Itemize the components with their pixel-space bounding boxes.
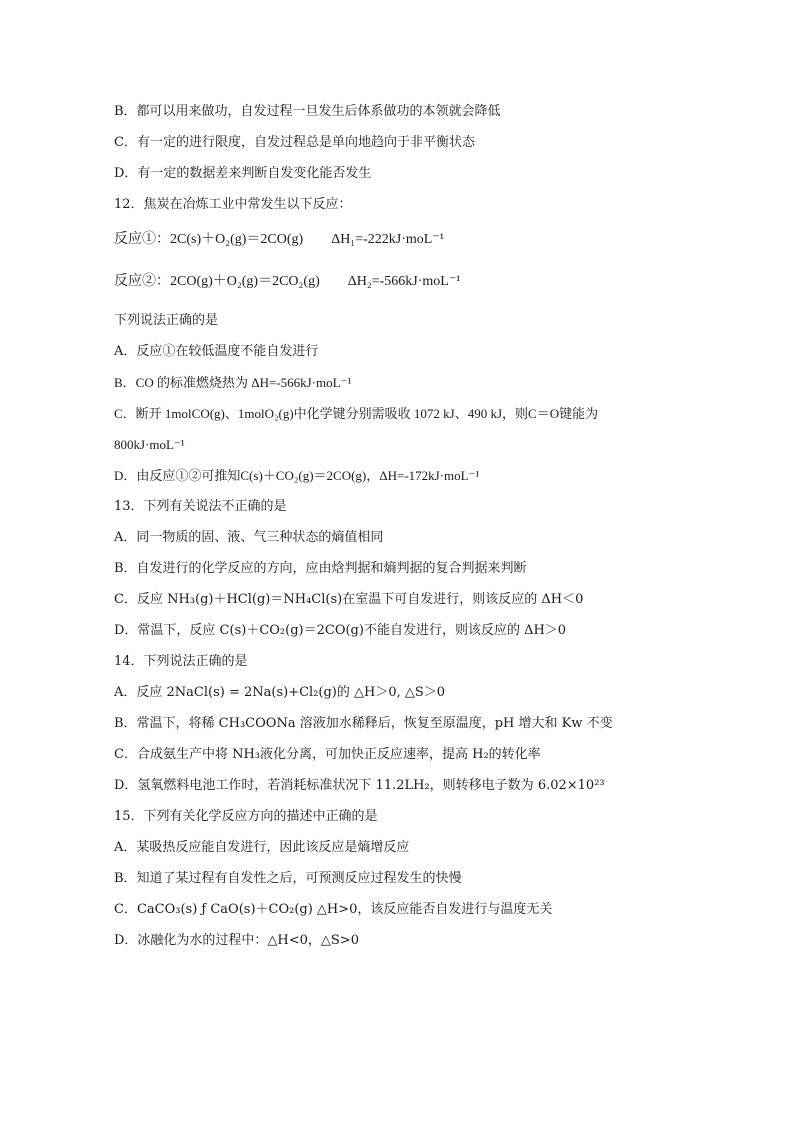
option-13d: D．常温下，反应 C(s)＋CO₂(g)＝2CO(g)不能自发进行，则该反应的 ΔH＞0 [114,623,567,638]
option-15b: B．知道了某过程有自发性之后，可预测反应过程发生的快慢 [114,871,462,886]
option-15c: C．CaCO₃(s) ƒ CaO(s)＋CO₂(g) △H>0，该反应能否自发进行与温度无关 [114,902,553,917]
question-12-prompt: 下列说法正确的是 [114,313,219,328]
question-15: 15．下列有关化学反应方向的描述中正确的是 [114,809,378,824]
option-13b: B．自发进行的化学反应的方向，应由焓判据和熵判据的复合判据来判断 [114,561,527,576]
option-14c: C．合成氨生产中将 NH₃液化分离，可加快正反应速率，提高 H₂的转化率 [114,747,541,762]
option-15d: D．冰融化为水的过程中：△H<0，△S>0 [114,933,359,948]
option-15a: A．某吸热反应能自发进行，因此该反应是熵增反应 [114,840,410,855]
option-14a: A．反应 2NaCl(s) = 2Na(s)+Cl₂(g)的 △H＞0, △S＞0 [114,685,446,700]
reaction-2: 反应②：2CO(g)＋O₂(g)＝2CO₂(g) ΔH₂=-566kJ·moL⁻¹ [114,274,461,289]
option-12c-continued: 800kJ·moL⁻¹ [114,437,185,452]
option-13c: C．反应 NH₃(g)＋HCl(g)＝NH₄Cl(s)在室温下可自发进行，则该反应的 ΔH＜0 [114,592,584,607]
option-12d: D．由反应①②可推知C(s)＋CO₂(g)＝2CO(g)，ΔH=-172kJ·moL⁻¹ [114,468,480,483]
question-12: 12．焦炭在冶炼工业中常发生以下反应： [114,197,352,212]
option-14b: B．常温下，将稀 CH₃COONa 溶液加水稀释后，恢复至原温度，pH 增大和 Kw 不变 [114,716,613,731]
option-11d: D．有一定的数据差来判断自发变化能否发生 [114,166,372,181]
option-12a: A．反应①在较低温度不能自发进行 [114,344,319,359]
option-11b: B．都可以用来做功，自发过程一旦发生后体系做功的本领就会降低 [114,104,501,119]
reaction-1: 反应①：2C(s)＋O₂(g)＝2CO(g) ΔH₁=-222kJ·moL⁻¹ [114,232,444,247]
question-13: 13．下列有关说法不正确的是 [114,499,287,514]
option-12c: C．断开 1molCO(g)、1molO₂(g)中化学键分别需吸收 1072 kJ、490 kJ，则C＝O键能为 [114,406,599,421]
question-14: 14．下列说法正确的是 [114,654,248,669]
option-11c: C．有一定的进行限度，自发过程总是单向地趋向于非平衡状态 [114,135,475,150]
option-13a: A．同一物质的固、液、气三种状态的熵值相同 [114,530,384,545]
option-14d: D．氢氧燃料电池工作时，若消耗标准状况下 11.2LH₂，则转移电子数为 6.02×10²³ [114,778,605,793]
option-12b: B．CO 的标准燃烧热为 ΔH=-566kJ·moL⁻¹ [114,375,352,390]
